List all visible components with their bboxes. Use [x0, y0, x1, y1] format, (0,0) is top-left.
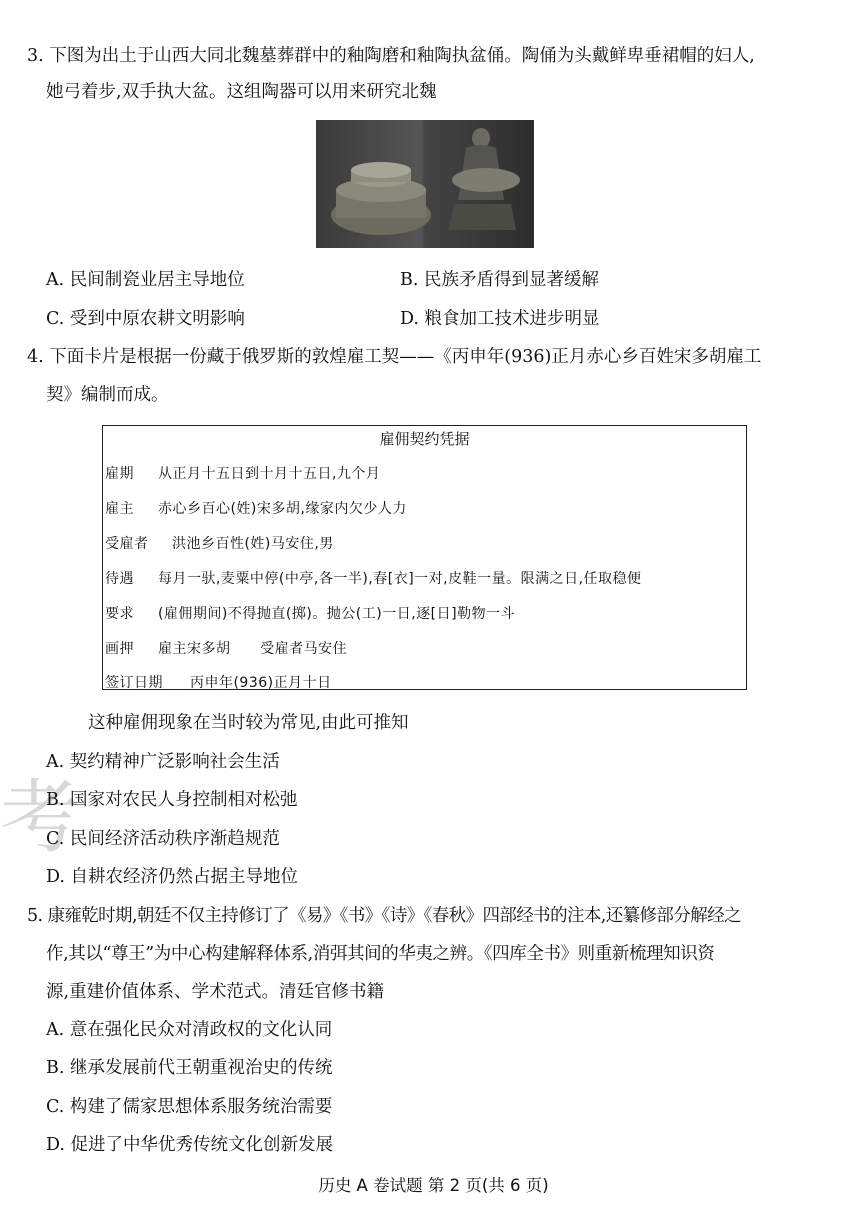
card-row-text: 洪池乡百性(姓)马安住,男: [171, 536, 334, 552]
card-row-treatment: [105, 568, 642, 588]
q5-stem-line-2: 作,其以“尊王”为中心构建解释体系,消弭其间的华夷之辨。《四库全书》则重新梳理知识资: [46, 944, 715, 964]
q5-stem-line-1: 5. 康雍乾时期,朝廷不仅主持修订了《易》《书》《诗》《春秋》四部经书的注本,还纂修部分解经之: [27, 906, 741, 926]
card-row-label: 要求: [105, 606, 134, 622]
card-row-text: 从正月十五日到十月十五日,九个月: [157, 466, 381, 482]
q4-stem-line-1: 4. 下面卡片是根据一份藏于俄罗斯的敦煌雇工契——《丙申年(936)正月赤心乡百姓宋多胡雇工: [27, 347, 762, 367]
q4-option-d: D. 自耕农经济仍然占据主导地位: [46, 867, 299, 887]
contract-card: [102, 425, 747, 690]
card-row-text: 每月一驮,麦粟中停(中亭,各一半),春[衣]一对,皮鞋一量。限满之日,任取稳便: [157, 571, 642, 587]
card-row-label: 雇期: [105, 466, 134, 482]
q3-option-d: D. 粮食加工技术进步明显: [400, 309, 600, 329]
q3-option-c: C. 受到中原农耕文明影响: [46, 309, 245, 329]
card-row-text: 雇主宋多胡 受雇者马安住: [157, 641, 348, 657]
pottery-figures-image: [316, 120, 534, 248]
q4-stem-line-2: 契》编制而成。: [46, 385, 169, 405]
card-row-label: 受雇者: [105, 536, 149, 552]
card-row-employee: [105, 533, 334, 553]
card-row-label: 雇主: [105, 501, 134, 517]
q4-option-b: B. 国家对农民人身控制相对松弛: [46, 790, 298, 810]
card-row-date: [105, 672, 332, 692]
q3-stem-line-1: 3. 下图为出土于山西大同北魏墓葬群中的釉陶磨和釉陶执盆俑。陶俑为头戴鲜卑垂裙帽的妇人,: [27, 46, 755, 66]
card-row-signature: [105, 638, 347, 658]
card-row-period: [105, 463, 380, 483]
card-row-label: 签订日期: [105, 675, 163, 691]
q4-option-a: A. 契约精神广泛影响社会生活: [46, 752, 280, 772]
page-footer: 历史 A 卷试题 第 2 页(共 6 页): [318, 1176, 549, 1195]
card-row-text: 丙申年(936)正月十日: [189, 675, 332, 691]
q3-option-b: B. 民族矛盾得到显著缓解: [400, 270, 599, 290]
q5-option-a: A. 意在强化民众对清政权的文化认同: [46, 1020, 333, 1040]
q5-option-d: D. 促进了中华优秀传统文化创新发展: [46, 1135, 334, 1155]
card-title: 雇佣契约凭据: [379, 430, 470, 448]
q4-option-c: C. 民间经济活动秩序渐趋规范: [46, 829, 280, 849]
card-row-text: 赤心乡百心(姓)宋多胡,缘家内欠少人力: [157, 501, 407, 517]
card-row-label: 画押: [105, 641, 134, 657]
card-row-requirement: [105, 603, 515, 623]
card-row-text: (雇佣期间)不得抛直(掷)。抛公(工)一日,逐[日]勒物一斗: [157, 606, 516, 622]
q3-option-a: A. 民间制瓷业居主导地位: [46, 270, 245, 290]
q5-stem-line-3: 源,重建价值体系、学术范式。清廷官修书籍: [46, 982, 385, 1002]
q5-option-b: B. 继承发展前代王朝重视治史的传统: [46, 1058, 333, 1078]
card-row-label: 待遇: [105, 571, 134, 587]
card-row-employer: [105, 498, 407, 518]
q4-question: 这种雇佣现象在当时较为常见,由此可推知: [88, 713, 409, 733]
q5-option-c: C. 构建了儒家思想体系服务统治需要: [46, 1097, 333, 1117]
q3-stem-line-2: 她弓着步,双手执大盆。这组陶器可以用来研究北魏: [46, 82, 437, 102]
pottery-photo: [316, 120, 534, 248]
watermark-stamp: 考: [0, 771, 80, 864]
